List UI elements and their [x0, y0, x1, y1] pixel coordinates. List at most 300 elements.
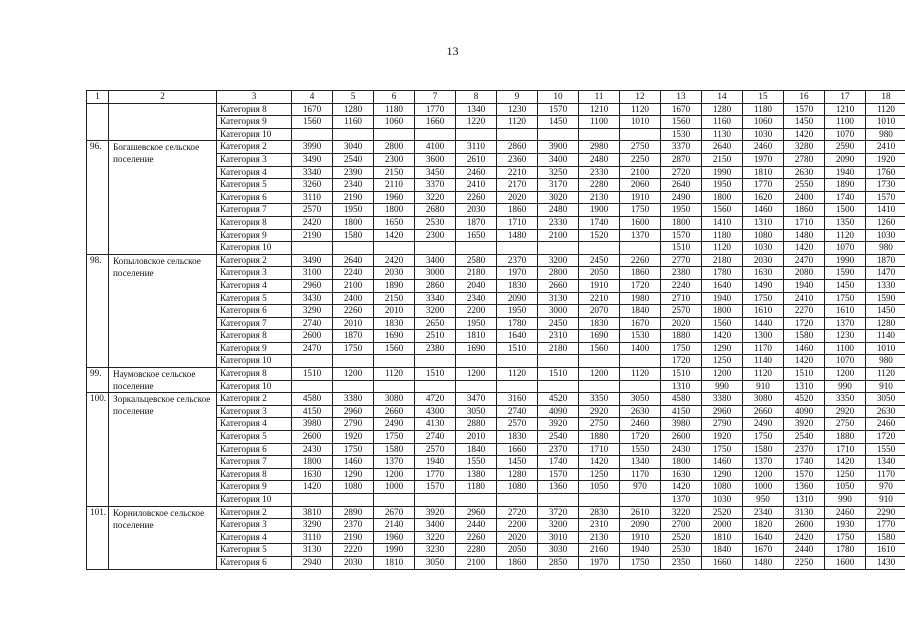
value-cell: 1570 [415, 481, 456, 494]
value-cell: 1360 [784, 481, 825, 494]
value-cell: 2020 [661, 317, 702, 330]
value-cell: 2330 [579, 166, 620, 179]
value-cell: 1100 [825, 342, 866, 355]
value-cell: 1060 [374, 116, 415, 129]
value-cell: 1840 [620, 305, 661, 318]
value-cell: 1660 [415, 116, 456, 129]
value-cell: 1510 [661, 242, 702, 255]
value-cell: 1940 [825, 166, 866, 179]
value-cell [333, 380, 374, 393]
table-row [87, 141, 905, 154]
value-cell: 1570 [866, 191, 905, 204]
value-cell: 2800 [538, 267, 579, 280]
value-cell: 2570 [292, 204, 333, 217]
value-cell: 1630 [292, 468, 333, 481]
value-cell [415, 242, 456, 255]
value-cell: 3400 [415, 254, 456, 267]
value-cell: 1660 [497, 443, 538, 456]
column-header: 18 [866, 91, 905, 104]
value-cell: 1420 [579, 456, 620, 469]
value-cell: 1070 [825, 242, 866, 255]
value-cell: 1600 [825, 556, 866, 569]
value-cell: 1780 [825, 544, 866, 557]
value-cell: 1230 [497, 103, 538, 116]
value-cell: 1420 [784, 242, 825, 255]
value-cell: 1290 [333, 468, 374, 481]
value-cell [333, 494, 374, 507]
value-cell: 1770 [866, 519, 905, 532]
value-cell: 1130 [702, 128, 743, 141]
value-cell: 970 [866, 481, 905, 494]
value-cell: 1620 [743, 191, 784, 204]
category-cell: Категория 10 [217, 242, 292, 255]
value-cell: 2390 [333, 166, 374, 179]
value-cell: 1030 [743, 242, 784, 255]
value-cell: 980 [866, 242, 905, 255]
value-cell: 3290 [292, 519, 333, 532]
value-cell: 2450 [538, 317, 579, 330]
value-cell: 1420 [374, 229, 415, 242]
table-row [87, 506, 905, 519]
value-cell: 1180 [456, 481, 497, 494]
value-cell: 1200 [333, 368, 374, 381]
value-cell: 3200 [538, 519, 579, 532]
value-cell: 1970 [743, 153, 784, 166]
value-cell [538, 494, 579, 507]
value-cell: 1200 [579, 368, 620, 381]
column-header: 14 [702, 91, 743, 104]
value-cell [456, 380, 497, 393]
value-cell: 2010 [333, 317, 374, 330]
value-cell: 2720 [497, 506, 538, 519]
value-cell: 2490 [743, 418, 784, 431]
value-cell: 4300 [415, 405, 456, 418]
value-cell: 3100 [292, 267, 333, 280]
category-cell: Категория 7 [217, 204, 292, 217]
value-cell [415, 355, 456, 368]
value-cell: 1480 [784, 229, 825, 242]
value-cell: 2960 [456, 506, 497, 519]
value-cell: 3990 [292, 141, 333, 154]
value-cell: 2370 [784, 443, 825, 456]
value-cell: 2420 [784, 531, 825, 544]
value-cell: 3470 [456, 393, 497, 406]
value-cell: 980 [866, 355, 905, 368]
value-cell: 1880 [825, 431, 866, 444]
value-cell: 2540 [538, 431, 579, 444]
value-cell: 2020 [497, 531, 538, 544]
value-cell: 1530 [661, 128, 702, 141]
value-cell: 1710 [784, 216, 825, 229]
value-cell: 1690 [579, 330, 620, 343]
value-cell: 2740 [292, 317, 333, 330]
value-cell: 2630 [866, 405, 905, 418]
value-cell [292, 128, 333, 141]
value-cell [497, 380, 538, 393]
value-cell: 1990 [825, 254, 866, 267]
value-cell: 1550 [620, 443, 661, 456]
value-cell: 1120 [743, 368, 784, 381]
value-cell: 2200 [456, 305, 497, 318]
value-cell: 1280 [866, 317, 905, 330]
value-cell: 2850 [538, 556, 579, 569]
value-cell: 1870 [866, 254, 905, 267]
value-cell: 3920 [415, 506, 456, 519]
value-cell: 1410 [866, 204, 905, 217]
value-cell: 1720 [784, 317, 825, 330]
value-cell: 1450 [538, 116, 579, 129]
value-cell: 2130 [579, 531, 620, 544]
value-cell: 1770 [415, 103, 456, 116]
value-cell: 1400 [620, 342, 661, 355]
value-cell: 2420 [292, 216, 333, 229]
value-cell: 1420 [292, 481, 333, 494]
value-cell: 1830 [497, 279, 538, 292]
value-cell: 1510 [292, 368, 333, 381]
value-cell: 1910 [620, 191, 661, 204]
value-cell: 1890 [825, 179, 866, 192]
value-cell: 1510 [415, 368, 456, 381]
value-cell: 1580 [333, 229, 374, 242]
value-cell: 1350 [825, 216, 866, 229]
value-cell [579, 355, 620, 368]
value-cell: 1740 [825, 191, 866, 204]
value-cell: 1010 [620, 116, 661, 129]
value-cell: 910 [743, 380, 784, 393]
value-cell: 2020 [497, 191, 538, 204]
value-cell: 1770 [743, 179, 784, 192]
value-cell: 1580 [374, 443, 415, 456]
value-cell: 2700 [661, 519, 702, 532]
value-cell: 3050 [456, 405, 497, 418]
value-cell: 1960 [374, 531, 415, 544]
column-header: 8 [456, 91, 497, 104]
value-cell: 3380 [333, 393, 374, 406]
value-cell: 1310 [784, 380, 825, 393]
value-cell: 4520 [538, 393, 579, 406]
value-cell [497, 494, 538, 507]
value-cell: 1330 [866, 279, 905, 292]
value-cell: 1200 [825, 368, 866, 381]
value-cell: 2510 [415, 330, 456, 343]
value-cell: 3920 [538, 418, 579, 431]
value-cell: 1970 [497, 267, 538, 280]
value-cell: 1420 [661, 481, 702, 494]
value-cell: 3380 [702, 393, 743, 406]
value-cell: 1830 [579, 317, 620, 330]
table-body [87, 91, 905, 570]
value-cell: 1750 [702, 443, 743, 456]
value-cell: 1810 [374, 556, 415, 569]
value-cell: 1310 [661, 380, 702, 393]
value-cell: 1750 [620, 556, 661, 569]
value-cell: 2370 [497, 254, 538, 267]
value-cell: 2570 [661, 305, 702, 318]
value-cell: 2190 [333, 191, 374, 204]
value-cell: 3920 [784, 418, 825, 431]
value-cell: 3810 [292, 506, 333, 519]
value-cell: 1280 [702, 103, 743, 116]
category-cell: Категория 2 [217, 393, 292, 406]
value-cell: 2180 [456, 267, 497, 280]
value-cell: 3040 [333, 141, 374, 154]
value-cell: 2920 [579, 405, 620, 418]
value-cell: 2580 [456, 254, 497, 267]
value-cell: 2410 [784, 292, 825, 305]
value-cell: 1820 [743, 519, 784, 532]
value-cell: 1610 [743, 305, 784, 318]
value-cell: 4580 [661, 393, 702, 406]
value-cell: 2080 [784, 267, 825, 280]
category-cell: Категория 8 [217, 216, 292, 229]
value-cell: 2260 [456, 531, 497, 544]
value-cell: 2030 [374, 267, 415, 280]
category-cell: Категория 8 [217, 468, 292, 481]
column-header: 2 [109, 91, 217, 104]
value-cell: 2260 [620, 254, 661, 267]
settlement-index: 96. [87, 141, 109, 254]
value-cell: 2440 [784, 544, 825, 557]
value-cell: 3200 [415, 305, 456, 318]
value-cell: 1410 [702, 216, 743, 229]
value-cell: 2150 [374, 292, 415, 305]
value-cell: 1810 [743, 166, 784, 179]
value-cell: 1740 [538, 456, 579, 469]
settlement-index: 99. [87, 368, 109, 393]
value-cell: 3130 [292, 544, 333, 557]
value-cell: 1710 [579, 443, 620, 456]
value-cell: 1840 [702, 544, 743, 557]
value-cell: 1070 [825, 355, 866, 368]
value-cell: 2380 [661, 267, 702, 280]
value-cell: 2600 [784, 519, 825, 532]
value-cell: 1580 [866, 531, 905, 544]
value-cell: 3900 [538, 141, 579, 154]
value-cell: 2490 [374, 418, 415, 431]
value-cell: 1280 [333, 103, 374, 116]
value-cell: 1070 [825, 128, 866, 141]
value-cell: 1780 [497, 317, 538, 330]
value-cell: 3170 [538, 179, 579, 192]
value-cell: 2480 [538, 204, 579, 217]
value-cell: 3980 [292, 418, 333, 431]
value-cell: 2300 [374, 153, 415, 166]
value-cell: 2240 [661, 279, 702, 292]
value-cell: 1120 [825, 229, 866, 242]
value-cell: 2040 [456, 279, 497, 292]
value-cell [579, 242, 620, 255]
value-cell: 2640 [702, 141, 743, 154]
value-cell: 3200 [538, 254, 579, 267]
value-cell: 1570 [784, 468, 825, 481]
value-cell: 2260 [456, 191, 497, 204]
value-cell: 1930 [825, 519, 866, 532]
value-cell: 3050 [620, 393, 661, 406]
value-cell: 1730 [866, 179, 905, 192]
value-cell [374, 355, 415, 368]
value-cell: 3280 [784, 141, 825, 154]
value-cell: 2290 [866, 506, 905, 519]
value-cell: 2570 [497, 418, 538, 431]
value-cell: 1530 [620, 330, 661, 343]
settlement-name: Богашевское сельское поселение [109, 141, 217, 254]
value-cell: 1120 [620, 368, 661, 381]
value-cell: 2210 [497, 166, 538, 179]
value-cell: 2030 [333, 556, 374, 569]
category-cell: Категория 2 [217, 506, 292, 519]
value-cell: 1010 [866, 342, 905, 355]
value-cell: 3220 [415, 531, 456, 544]
value-cell: 3350 [825, 393, 866, 406]
value-cell [292, 494, 333, 507]
value-cell [620, 355, 661, 368]
value-cell: 1720 [661, 355, 702, 368]
value-cell [538, 128, 579, 141]
value-cell: 2100 [456, 556, 497, 569]
value-cell: 1610 [825, 305, 866, 318]
value-cell: 2920 [825, 405, 866, 418]
value-cell: 1420 [702, 330, 743, 343]
value-cell: 2640 [333, 254, 374, 267]
value-cell: 1230 [825, 330, 866, 343]
settlement-name: Корниловское сельское поселение [109, 506, 217, 569]
value-cell: 2460 [620, 418, 661, 431]
value-cell: 2520 [702, 506, 743, 519]
value-cell: 1570 [661, 229, 702, 242]
value-cell: 2980 [579, 141, 620, 154]
value-cell: 2540 [784, 431, 825, 444]
category-cell: Категория 9 [217, 481, 292, 494]
value-cell [415, 494, 456, 507]
value-cell: 990 [825, 494, 866, 507]
value-cell: 2150 [702, 153, 743, 166]
table-row [87, 368, 905, 381]
value-cell [292, 242, 333, 255]
value-cell: 970 [620, 481, 661, 494]
value-cell: 2340 [743, 506, 784, 519]
value-cell: 3020 [538, 191, 579, 204]
value-cell: 2060 [620, 179, 661, 192]
value-cell [333, 242, 374, 255]
value-cell: 2600 [661, 431, 702, 444]
value-cell: 1120 [866, 368, 905, 381]
value-cell: 2220 [333, 544, 374, 557]
value-cell: 1770 [415, 468, 456, 481]
value-cell: 2750 [620, 141, 661, 154]
category-cell: Категория 6 [217, 305, 292, 318]
value-cell: 1480 [497, 229, 538, 242]
value-cell: 2140 [374, 519, 415, 532]
value-cell: 2190 [333, 531, 374, 544]
value-cell: 1460 [702, 456, 743, 469]
value-cell: 2430 [292, 443, 333, 456]
value-cell: 1000 [743, 481, 784, 494]
value-cell: 1050 [579, 481, 620, 494]
settlement-name [109, 103, 217, 141]
value-cell: 2310 [538, 330, 579, 343]
category-cell: Категория 5 [217, 431, 292, 444]
value-cell: 1120 [497, 368, 538, 381]
value-cell: 1800 [374, 204, 415, 217]
value-cell: 2300 [415, 229, 456, 242]
value-cell: 2350 [661, 556, 702, 569]
column-header: 12 [620, 91, 661, 104]
value-cell: 1580 [784, 330, 825, 343]
value-cell: 1180 [702, 229, 743, 242]
value-cell [415, 380, 456, 393]
value-cell: 1030 [866, 229, 905, 242]
value-cell: 2380 [415, 342, 456, 355]
value-cell: 2860 [415, 279, 456, 292]
value-cell: 1560 [702, 317, 743, 330]
value-cell: 1370 [374, 456, 415, 469]
value-cell: 1900 [579, 204, 620, 217]
value-cell: 2720 [661, 166, 702, 179]
value-cell: 1920 [333, 431, 374, 444]
value-cell: 1880 [579, 431, 620, 444]
value-cell: 1510 [538, 368, 579, 381]
value-cell: 2640 [661, 179, 702, 192]
value-cell: 2460 [456, 166, 497, 179]
value-cell: 1670 [620, 317, 661, 330]
column-header: 10 [538, 91, 579, 104]
category-cell: Категория 10 [217, 128, 292, 141]
settlement-name: Копыловское сельское поселение [109, 254, 217, 367]
value-cell: 1420 [825, 456, 866, 469]
category-cell: Категория 5 [217, 544, 292, 557]
value-cell: 2360 [497, 153, 538, 166]
value-cell: 1750 [333, 342, 374, 355]
value-cell: 1560 [292, 116, 333, 129]
value-cell: 1120 [497, 116, 538, 129]
value-cell: 2660 [374, 405, 415, 418]
value-cell [456, 128, 497, 141]
value-cell: 1000 [374, 481, 415, 494]
category-cell: Категория 9 [217, 342, 292, 355]
value-cell: 1480 [743, 556, 784, 569]
value-cell: 2750 [825, 418, 866, 431]
value-cell: 2610 [456, 153, 497, 166]
value-cell: 2370 [333, 519, 374, 532]
value-cell: 1940 [620, 544, 661, 557]
value-cell: 1750 [374, 431, 415, 444]
value-cell [374, 380, 415, 393]
value-cell: 2440 [456, 519, 497, 532]
settlement-index: 101. [87, 506, 109, 569]
value-cell [456, 242, 497, 255]
value-cell: 1060 [743, 116, 784, 129]
value-cell [497, 355, 538, 368]
value-cell: 3290 [292, 305, 333, 318]
value-cell: 2460 [866, 418, 905, 431]
value-cell: 1080 [702, 481, 743, 494]
value-cell: 2200 [497, 519, 538, 532]
value-cell: 1560 [374, 342, 415, 355]
value-cell: 2740 [497, 405, 538, 418]
value-cell: 2240 [333, 267, 374, 280]
value-cell: 1740 [784, 456, 825, 469]
category-cell: Категория 5 [217, 179, 292, 192]
value-cell: 1810 [702, 531, 743, 544]
value-cell: 4090 [538, 405, 579, 418]
table-row [87, 254, 905, 267]
value-cell: 3050 [415, 556, 456, 569]
value-cell: 1590 [866, 292, 905, 305]
value-cell: 2660 [743, 405, 784, 418]
value-cell: 1640 [702, 279, 743, 292]
value-cell: 3000 [415, 267, 456, 280]
value-cell: 1750 [743, 431, 784, 444]
